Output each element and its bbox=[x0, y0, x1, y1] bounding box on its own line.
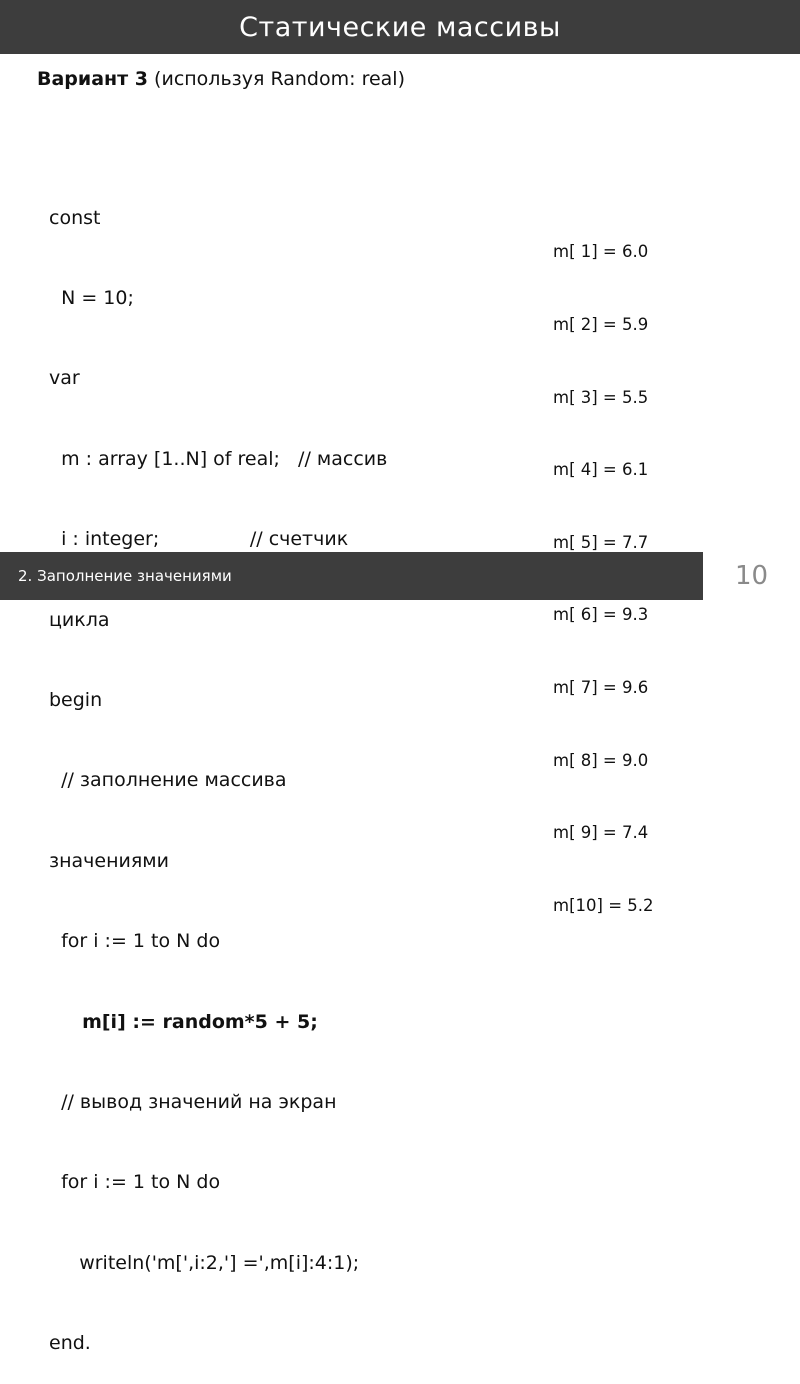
title-bar bbox=[0, 0, 800, 54]
code-line: значениями bbox=[49, 849, 169, 872]
code-line-highlighted: m[i] := random*5 + 5; bbox=[49, 1010, 318, 1033]
code-line: for i := 1 to N do bbox=[49, 930, 221, 953]
code-line: writeln('m[',i:2,'] =',m[i]:4:1); bbox=[49, 1251, 360, 1274]
output-line: m[ 9] = 7.4 bbox=[553, 823, 649, 843]
output-line: m[ 2] = 5.9 bbox=[553, 315, 649, 335]
code-listing bbox=[49, 151, 387, 1384]
output-line: m[10] = 5.2 bbox=[553, 895, 654, 915]
output-line: m[ 8] = 9.0 bbox=[553, 750, 649, 770]
variant-heading bbox=[37, 68, 405, 90]
code-line: // заполнение массива bbox=[49, 769, 287, 792]
code-line: begin bbox=[49, 688, 103, 711]
code-line: цикла bbox=[49, 608, 110, 631]
output-line: m[ 6] = 9.3 bbox=[553, 605, 649, 625]
output-line: m[ 4] = 6.1 bbox=[553, 460, 649, 480]
output-line: m[ 1] = 6.0 bbox=[553, 242, 649, 262]
footer-section-label: 2. Заполнение значениями bbox=[18, 567, 232, 585]
code-line: m : array [1..N] of real; // массив bbox=[49, 447, 388, 470]
slide-title: Статические массивы bbox=[239, 11, 561, 43]
code-line: i : integer; // счетчик bbox=[49, 528, 349, 551]
output-line: m[ 5] = 7.7 bbox=[553, 532, 649, 552]
output-line: m[ 3] = 5.5 bbox=[553, 387, 649, 407]
footer-bar bbox=[0, 552, 703, 600]
code-line: for i := 1 to N do bbox=[49, 1171, 221, 1194]
variant-label: Вариант 3 bbox=[37, 68, 149, 90]
code-line: end. bbox=[49, 1332, 91, 1355]
code-line: var bbox=[49, 367, 80, 390]
code-line: const bbox=[49, 206, 101, 229]
output-line: m[ 7] = 9.6 bbox=[553, 678, 649, 698]
page-number: 10 bbox=[734, 561, 769, 591]
code-line: N = 10; bbox=[49, 286, 134, 309]
code-line: // вывод значений на экран bbox=[49, 1090, 337, 1113]
variant-note: (используя Random: real) bbox=[148, 68, 405, 90]
